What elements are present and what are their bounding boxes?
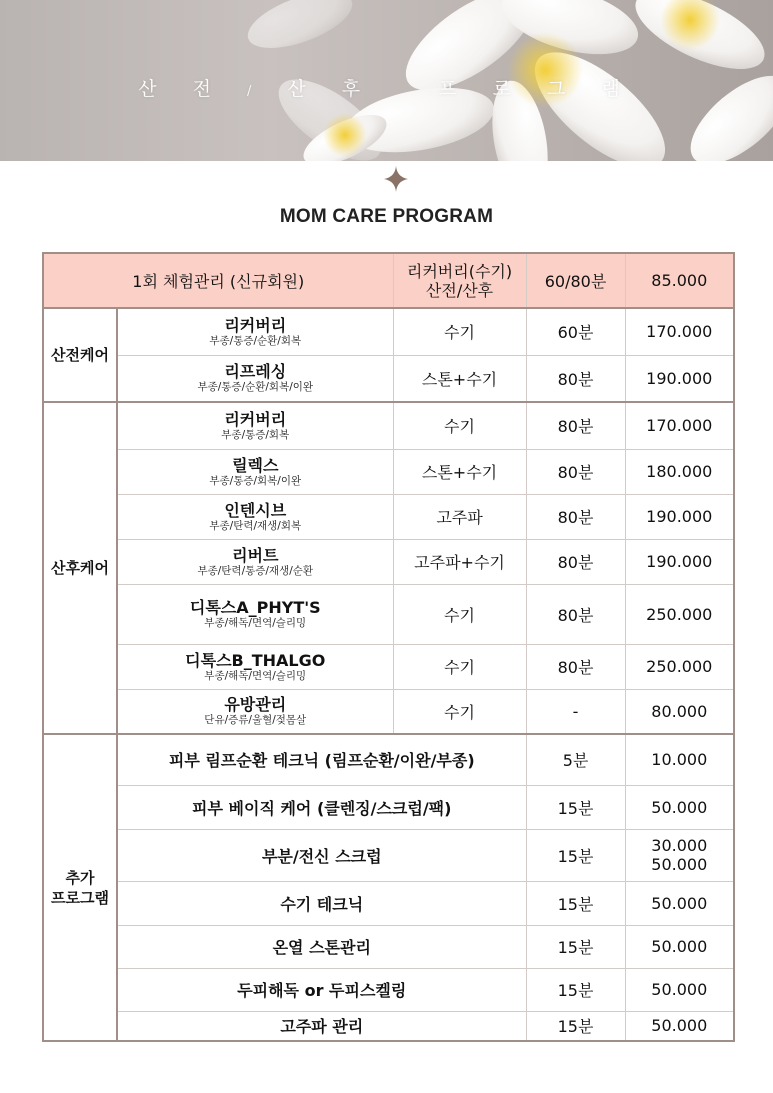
program-cell xyxy=(117,644,393,689)
addon-duration: 15분 xyxy=(526,1011,625,1041)
program-cell xyxy=(117,494,393,539)
addon-price: 50.000 xyxy=(625,968,734,1011)
addon-duration: 15분 xyxy=(526,968,625,1011)
trial-name: 1회 체험관리 (신규회원) xyxy=(43,253,393,308)
program-name: 디톡스A_PHYT'S xyxy=(189,598,321,617)
banner-title-part1: 산 전 xyxy=(138,78,226,100)
program-duration: 80분 xyxy=(526,584,625,644)
program-cell xyxy=(117,689,393,734)
addon-price: 50.000 xyxy=(625,881,734,925)
program-method: 수기 xyxy=(393,402,526,449)
program-cell xyxy=(117,584,393,644)
program-method: 고주파+수기 xyxy=(393,539,526,584)
addon-duration: 15분 xyxy=(526,829,625,881)
program-method: 수기 xyxy=(393,584,526,644)
category-prenatal: 산전케어 xyxy=(43,308,117,402)
program-desc: 부종/해독/면역/슬리밍 xyxy=(204,669,307,682)
table-row xyxy=(43,881,734,925)
table-row xyxy=(43,355,734,402)
addon-name: 부분/전신 스크럽 xyxy=(117,829,526,881)
table-row xyxy=(43,829,734,881)
program-method: 스톤+수기 xyxy=(393,355,526,402)
program-price: 250.000 xyxy=(625,584,734,644)
trial-method-line1: 리커버리(수기) xyxy=(406,261,513,281)
program-name: 리프레싱 xyxy=(224,362,287,382)
program-duration: 80분 xyxy=(526,402,625,449)
program-method: 수기 xyxy=(393,308,526,355)
program-method: 고주파 xyxy=(393,494,526,539)
program-name: 인텐시브 xyxy=(224,500,287,520)
trial-duration: 60/80분 xyxy=(526,253,625,308)
banner-title-separator: / xyxy=(246,84,267,99)
program-method: 스톤+수기 xyxy=(393,449,526,494)
program-duration: 80분 xyxy=(526,494,625,539)
category-postnatal: 산후케어 xyxy=(43,402,117,734)
addon-name: 피부 베이직 케어 (클렌징/스크럽/팩) xyxy=(117,785,526,829)
header-banner xyxy=(0,0,773,161)
program-duration: 60분 xyxy=(526,308,625,355)
table-row xyxy=(43,539,734,584)
program-method: 수기 xyxy=(393,644,526,689)
banner-title xyxy=(0,74,773,101)
program-name: 리커버리 xyxy=(224,315,287,335)
program-price: 190.000 xyxy=(625,539,734,584)
program-cell xyxy=(117,539,393,584)
table-row xyxy=(43,644,734,689)
table-row xyxy=(43,584,734,644)
addon-price: 50.000 xyxy=(625,925,734,968)
addon-name: 온열 스톤관리 xyxy=(117,925,526,968)
trial-price: 85.000 xyxy=(625,253,734,308)
category-additional-line2: 프로그램 xyxy=(51,888,109,907)
program-price: 180.000 xyxy=(625,449,734,494)
addon-price xyxy=(625,829,734,881)
category-additional-line1: 추가 xyxy=(65,868,95,887)
program-price: 170.000 xyxy=(625,308,734,355)
table-row xyxy=(43,308,734,355)
addon-name: 두피해독 or 두피스켈링 xyxy=(117,968,526,1011)
addon-duration: 15분 xyxy=(526,925,625,968)
program-desc: 부종/통증/회복/이완 xyxy=(209,474,302,487)
program-price: 170.000 xyxy=(625,402,734,449)
program-name: 리커버리 xyxy=(224,409,287,429)
program-duration: 80분 xyxy=(526,539,625,584)
program-desc: 부종/통증/회복 xyxy=(221,428,290,441)
trial-method-line2: 산전/산후 xyxy=(425,280,494,300)
program-price: 190.000 xyxy=(625,355,734,402)
program-duration: 80분 xyxy=(526,644,625,689)
addon-price: 50.000 xyxy=(625,1011,734,1041)
table-row xyxy=(43,925,734,968)
program-cell xyxy=(117,449,393,494)
addon-name: 고주파 관리 xyxy=(117,1011,526,1041)
category-additional xyxy=(43,734,117,1041)
addon-price-1: 30.000 xyxy=(651,836,708,855)
table-row xyxy=(43,494,734,539)
table-row xyxy=(43,402,734,449)
program-desc: 부종/통증/순환/회복/이완 xyxy=(197,381,314,394)
program-price: 80.000 xyxy=(625,689,734,734)
table-row xyxy=(43,968,734,1011)
table-row xyxy=(43,1011,734,1041)
addon-price: 50.000 xyxy=(625,785,734,829)
program-duration: 80분 xyxy=(526,449,625,494)
program-method: 수기 xyxy=(393,689,526,734)
program-name: 디톡스B_THALGO xyxy=(185,650,326,670)
addon-price: 10.000 xyxy=(625,734,734,785)
addon-price-2: 50.000 xyxy=(651,855,708,874)
program-desc: 부종/통증/순환/회복 xyxy=(209,334,302,347)
trial-method xyxy=(393,253,526,308)
table-row xyxy=(43,734,734,785)
program-desc: 부종/해독/면역/슬리밍 xyxy=(204,617,307,629)
program-desc: 부종/탄력/통증/재생/순환 xyxy=(197,564,314,577)
program-price: 250.000 xyxy=(625,644,734,689)
program-duration: - xyxy=(526,689,625,734)
addon-name: 수기 테크닉 xyxy=(117,881,526,925)
program-duration: 80분 xyxy=(526,355,625,402)
table-row xyxy=(43,689,734,734)
program-desc: 부종/탄력/재생/회복 xyxy=(209,519,302,532)
addon-name: 피부 림프순환 테크닉 (림프순환/이완/부종) xyxy=(117,734,526,785)
addon-duration: 5분 xyxy=(526,734,625,785)
trial-row xyxy=(43,253,734,308)
page-title: MOM CARE PROGRAM xyxy=(279,206,494,227)
table-row xyxy=(43,785,734,829)
program-desc: 단유/증류/울혈/젖몸살 xyxy=(204,714,307,727)
program-name: 유방관리 xyxy=(224,695,287,715)
addon-duration: 15분 xyxy=(526,881,625,925)
program-cell xyxy=(117,355,393,402)
banner-title-part2: 산 후 프 로 그 램 xyxy=(287,78,635,100)
sparkle-icon xyxy=(383,165,409,193)
table-row xyxy=(43,449,734,494)
addon-duration: 15분 xyxy=(526,785,625,829)
price-table xyxy=(42,252,735,1042)
program-name: 리버트 xyxy=(232,545,279,565)
program-cell xyxy=(117,308,393,355)
program-name: 릴렉스 xyxy=(232,455,279,475)
program-price: 190.000 xyxy=(625,494,734,539)
program-cell xyxy=(117,402,393,449)
